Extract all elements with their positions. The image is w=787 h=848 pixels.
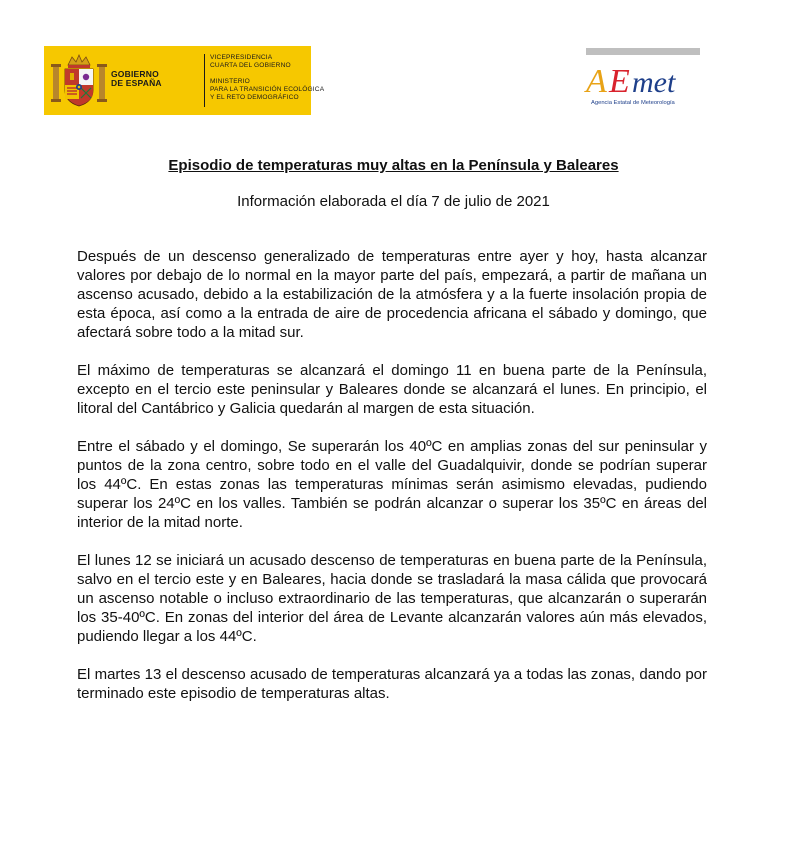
gov-name-line: DE ESPAÑA — [111, 78, 162, 88]
ministry-line: Y EL RETO DEMOGRÁFICO — [210, 94, 299, 101]
ministry-line: MINISTERIO — [210, 78, 250, 85]
document-title: Episodio de temperaturas muy altas en la Península y Baleares — [168, 157, 619, 174]
date-line: Información elaborada el día 7 de julio de 2021 — [237, 193, 550, 210]
ministry-line: PARA LA TRANSICIÓN ECOLÓGICA — [210, 86, 325, 93]
coat-of-arms-icon — [50, 52, 108, 110]
vicepresidency-line: VICEPRESIDENCIA — [210, 54, 273, 61]
gobierno-espana-logo — [44, 46, 325, 115]
paragraph: El máximo de temperaturas se alcanzará el domingo 11 en buena parte de la Península, excepto en el tercio este peninsular y Baleares donde se alcanzará el lunes. En principio, el litoral del Cantábrico y Galicia quedarán al margen de esta situación. — [77, 362, 707, 417]
gov-name-line: GOBIERNO — [111, 69, 159, 79]
gobierno-espana-text — [111, 70, 201, 88]
paragraph: El martes 13 el descenso acusado de temperaturas alcanzará ya a todas las zonas, dando por terminado este episodio de temperaturas altas. — [77, 666, 707, 702]
aemet-tagline: Agencia Estatal de Meteorología — [591, 100, 675, 106]
paragraph: Entre el sábado y el domingo, Se superarán los 40ºC en amplias zonas del sur peninsular y puntos de la zona centro, sobre todo en el valle del Guadalquivir, donde se podrían superar los 44ºC. En estas zonas las temperaturas mínimas serán asimismo elevadas, pudiendo superar los 24ºC en los valles. También se podrán alcanzar o superar los 35ºC en áreas del interior de la mitad norte. — [77, 438, 707, 531]
aemet-wordmark — [584, 58, 704, 98]
paragraph: Después de un descenso generalizado de temperaturas entre ayer y hoy, hasta alcanzar valores por debajo de lo normal en la mayor parte del país, empezará, a partir de mañana un ascenso acusado, debido a la estabilización de la atmósfera y a la fuerte insolación propia de esta época, así como a la entrada de aire de procedencia africana el sábado y domingo, que afectará sobre todo a la mitad sur. — [77, 248, 707, 341]
svg-text:E: E — [609, 63, 630, 98]
paragraph: El lunes 12 se iniciará un acusado descenso de temperaturas en buena parte de la Península, salvo en el tercio este y en Baleares, hacia donde se trasladará la masa cálida que provocará un ascenso notable o incluso extraordinario de las temperaturas, que alcanzarán o superarán los 35-40ºC. En zonas del interior del área de Levante alcanzarán valores aún más elevados, pudiendo llegar a los 44ºC. — [77, 552, 707, 645]
aemet-logo-bar — [586, 48, 700, 55]
vicepresidency-line: CUARTA DEL GOBIERNO — [210, 62, 291, 69]
svg-text:A: A — [586, 63, 607, 98]
document-body — [77, 247, 707, 722]
svg-text:met: met — [632, 66, 676, 98]
aemet-logo — [584, 48, 704, 114]
logo-divider — [204, 54, 205, 107]
vicepresidency-block — [210, 54, 350, 70]
ministry-text — [210, 54, 350, 102]
